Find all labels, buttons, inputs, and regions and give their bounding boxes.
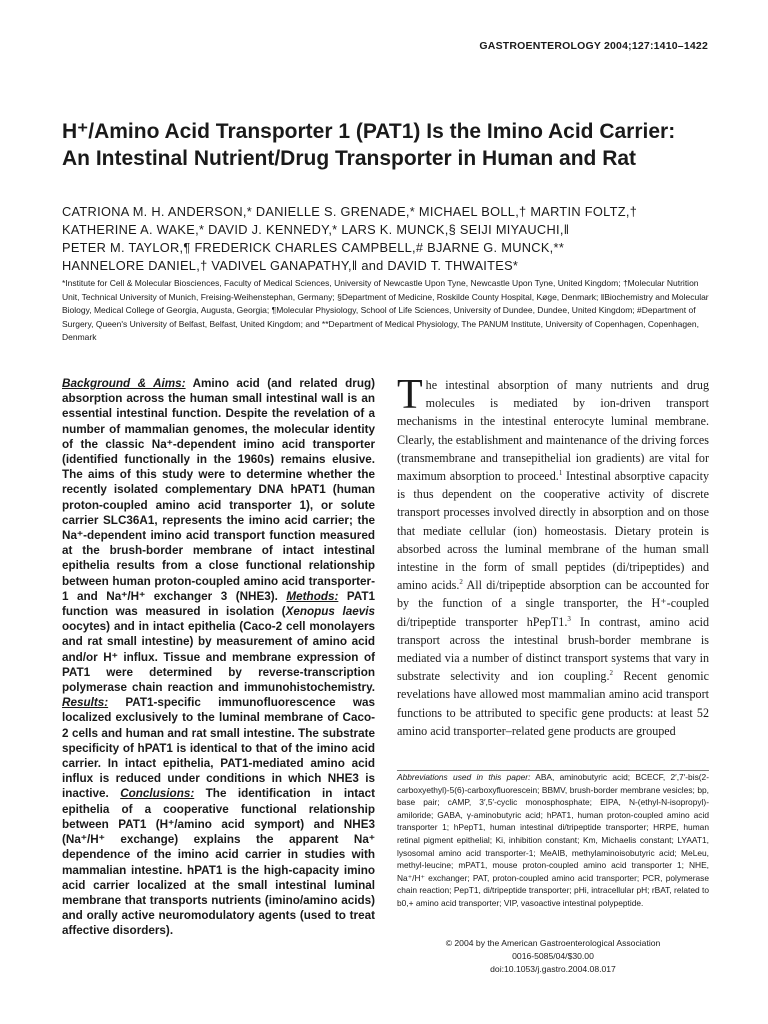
- abstract-methods-text: oocytes) and in intact epithelia (Caco-2 cell monolayers and rat small intestine) by measurement of amino acid and/or H⁺ influx. Tissue and membrane expression of PAT1 were determined by reverse-transcription polymerase chain reaction and immunohistochemistry.: [62, 620, 375, 695]
- affiliations: *Institute for Cell & Molecular Biosciences, Faculty of Medical Sciences, University of Newcastle Upon Tyne, Newcastle Upon Tyne, United Kingdom; †Molecular Nutrition Unit, Technical University of Munich, Freising-Weihenstephan, Germany; §Department of Medicine, Roskilde County Hospital, Køge, Denmark; ‖Biochemistry and Molecular Biology, Medical College of Georgia, Augusta, Georgia; ¶Molecular Physiology, School of Life Sciences, University of Dundee, Dundee, United Kingdom; #Department of Surgery, Queen's University of Belfast, Belfast, United Kingdom; and **Department of Medical Physiology, The PANUM Institute, University of Copenhagen, Copenhagen, Denmark: [62, 278, 709, 342]
- drop-cap: T: [397, 372, 423, 418]
- body-text: he intestinal absorption of many nutrients and drug molecules is mediated by ion-driven transport mechanisms in the intestinal enterocyte luminal membrane. Clearly, the establishment and maintenance of the driving forces (transmembrane and transepithelial ion gradients) are vital for maximum absorption to proceed.: [397, 378, 709, 484]
- title-line-2: An Intestinal Nutrient/Drug Transporter in Human and Rat: [62, 147, 637, 170]
- body-text: Intestinal absorptive capacity is thus dependent on the cooperative activity of discrete transport processes involved directly in absorption and on those that mediate cellular (ion) homeostasis. Dietary protein is absorbed across the luminal membrane of the human small intestine in the form of small peptides (di/tripeptides) and amino acids.: [397, 469, 709, 593]
- abstract-methods-label: Methods:: [286, 589, 339, 603]
- article-title: [62, 118, 722, 172]
- body-text: In contrast, amino acid transport across the intestinal brush-border membrane is mediated via a number of distinct transport systems that vary in substrate selectivity and ion coupling.: [397, 614, 709, 684]
- abstract-methods-text: PAT1 function was measured in isolation (: [62, 589, 375, 619]
- doi-line: doi:10.1053/j.gastro.2004.08.017: [490, 964, 616, 974]
- reference-marker: 2: [459, 578, 463, 587]
- abstract-species-name: Xenopus laevis: [285, 605, 375, 619]
- author-list: [62, 203, 712, 275]
- abstract-results-text: PAT1-specific immunofluorescence was localized exclusively to the luminal membrane of Caco-2 cells and human and rat small intestine. The substrate specificity of hPAT1 is identical to that of the imino acid carrier. In intact epithelia, PAT1-mediated amino acid influx is reduced under conditions in which NHE3 is inactive.: [62, 696, 375, 801]
- abbreviations-label: Abbreviations used in this paper:: [397, 772, 531, 782]
- reference-marker: 1: [558, 468, 563, 477]
- introduction-text: [397, 372, 710, 740]
- abstract-background-label: Background & Aims:: [62, 377, 186, 390]
- copyright-line: © 2004 by the American Gastroenterological Association: [445, 938, 661, 948]
- copyright-block: [397, 937, 709, 976]
- journal-citation: GASTROENTEROLOGY 2004;127:1410–1422: [479, 40, 708, 52]
- body-text: All di/tripeptide absorption can be accounted for by the function of a single transporter, the H⁺-coupled di/tripeptide transporter hPepT1.: [397, 578, 710, 629]
- author-line: HANNELORE DANIEL,† VADIVEL GANAPATHY,‖ and DAVID T. THWAITES*: [62, 258, 519, 273]
- abstract-conclusions-label: Conclusions:: [120, 787, 195, 801]
- author-line: CATRIONA M. H. ANDERSON,* DANIELLE S. GRENADE,* MICHAEL BOLL,† MARTIN FOLTZ,†: [62, 204, 638, 219]
- issn-line: 0016-5085/04/$30.00: [512, 951, 594, 961]
- author-line: KATHERINE A. WAKE,* DAVID J. KENNEDY,* LARS K. MUNCK,§ SEIJI MIYAUCHI,‖: [62, 222, 570, 237]
- title-line-1: H⁺/Amino Acid Transporter 1 (PAT1) Is the Imino Acid Carrier:: [62, 120, 676, 143]
- abstract-background-text: Amino acid (and related drug) absorption across the human small intestinal wall is an essential intestinal function. Despite the revelation of a number of mammalian genomes, the molecular identity of the classic Na⁺-dependent imino acid transporter (identified functionally in the 1960s) remains elusive. The aims of this study were to determine whether the recently isolated complementary DNA hPAT1 (human proton-coupled amino acid transporter 1), or solute carrier SLC36A1, represents the imino acid carrier; the Na⁺-dependent imino acid transport function measured at the brush-border membrane of intact intestinal epithelia results from a close functional relationship between human proton-coupled amino acid transporter-1 and Na⁺/H⁺ exchanger 3 (NHE3).: [62, 377, 375, 603]
- reference-marker: 3: [567, 614, 571, 623]
- abbreviations-text: ABA, aminobutyric acid; BCECF, 2′,7′-bis(2-carboxyethyl)-5(6)-carboxyfluorescein; BBMV, brush-border membrane vesicles; bp, base pair; cAMP, 3′,5′-cyclic monosphosphate; EIPA, N-(ethyl-N-isopropyl)-amiloride; GABA, γ-aminobutyric acid; hPAT1, human proton-coupled amino acid transporter 1; hPepT1, human intestinal di/tripeptide transporter; HRPE, human retinal pigment epithelial; Ki, inhibition constant; Km, Michaelis constant; LYAAT1, lysosomal amino acid transporter-1; MeAIB, methylaminoisobutyric acid; MeLeu, methyl-leucine; mPAT1, mouse proton-coupled amino acid transporter 1; NHE, Na⁺/H⁺ exchanger; PAT, proton-coupled amino acid transporter; PCR, polymerase chain reaction; PepT1, di/tripeptide transporter; pHi, intracellular pH; rBAT, related to b0,+ amino acid transporter; VIP, vasoactive intestinal polypeptide.: [397, 772, 709, 908]
- body-text: Recent genomic revelations have allowed most mammalian amino acid transport functions to be attributed to specific gene products: at least 52 amino acid transporter–related gene products are grouped: [397, 669, 709, 738]
- abstract: [62, 376, 375, 939]
- author-line: PETER M. TAYLOR,¶ FREDERICK CHARLES CAMPBELL,# BJARNE G. MUNCK,**: [62, 240, 565, 255]
- abstract-results-label: Results:: [62, 696, 109, 710]
- abbreviations-footnote: [397, 771, 709, 910]
- abstract-conclusions-text: The identification in intact epithelia of a cooperative functional relationship between PAT1 (H⁺/amino acid symport) and NHE3 (Na⁺/H⁺ exchange) explains the apparent Na⁺ dependence of the imino acid carrier in studies with mammalian intestine. hPAT1 is the high-capacity imino acid carrier localized at the small intestinal luminal membrane that transports nutrients (imino/amino acids) and orally active neuromodulatory agents (used to treat affective disorders).: [62, 787, 375, 938]
- reference-marker: 2: [609, 669, 613, 678]
